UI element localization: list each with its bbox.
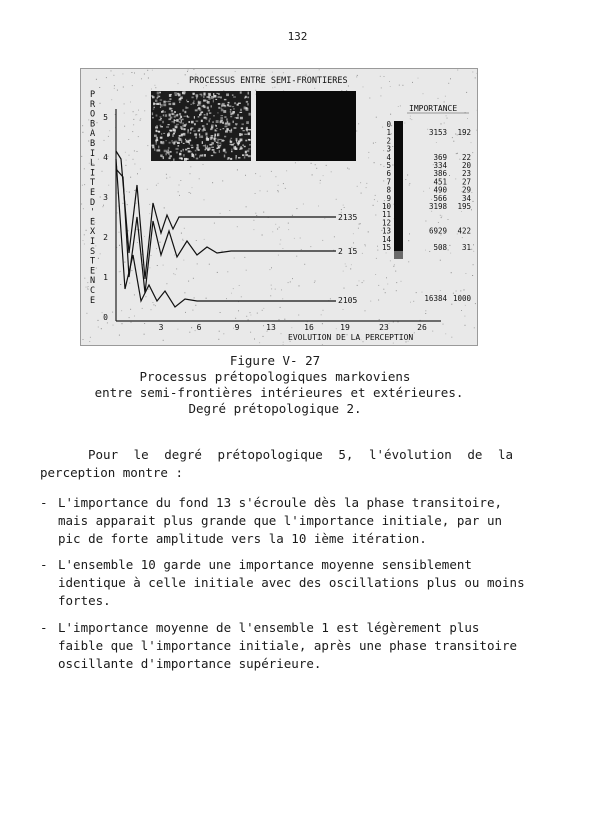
importance-index: 11 (381, 210, 391, 220)
x-tick-label: 19 (340, 323, 350, 332)
y-title-letter: E (90, 188, 96, 198)
bullet-1-line-2: mais apparait plus grande que l'importance initiale, par un (58, 513, 503, 528)
importance-ratio: 29 (461, 185, 471, 195)
x-tick-label: 6 (196, 323, 202, 332)
importance-index: 7 (386, 177, 391, 187)
y-ticks (103, 113, 108, 322)
importance-index: 13 (381, 226, 391, 236)
y-title-letter: E (90, 266, 96, 277)
x-tick-label: 16 (304, 323, 314, 332)
y-title-letter: ' (90, 207, 96, 218)
x-tick-label: 9 (234, 323, 240, 332)
bullet-1-line-3: pic de forte amplitude vers la 10 ième itération. (58, 531, 427, 546)
importance-value: 6929 (428, 226, 447, 236)
importance-value: 3198 (428, 202, 447, 211)
bullet-dash: - (40, 557, 48, 572)
importance-title: IMPORTANCE (409, 104, 458, 113)
importance-value: 508 (433, 243, 447, 252)
bullet-3-line-3: oscillante d'importance supérieure. (58, 656, 322, 671)
y-tick-label: 0 (103, 313, 108, 322)
y-tick-label: 3 (103, 193, 108, 202)
importance-value: 3153 (428, 128, 447, 138)
x-tick-label: 26 (417, 323, 427, 332)
importance-value: 566 (433, 193, 447, 203)
importance-ratio: 422 (457, 226, 471, 236)
bullet-3-line-1: L'importance moyenne de l'ensemble 1 est légèrement plus (58, 620, 480, 635)
y-title-letter: T (90, 256, 96, 267)
y-tick-label: 4 (103, 153, 108, 162)
importance-value: 16384 (424, 294, 447, 303)
bullet-2-line-1: L'ensemble 10 garde une importance moyenne sensiblement (58, 557, 472, 572)
importance-value: 386 (433, 169, 447, 179)
importance-ratio: 34 (461, 193, 471, 203)
y-title-letter: I (90, 168, 96, 179)
y-title-letter: R (90, 99, 96, 110)
bullet-dash: - (40, 620, 48, 635)
curve-label-top: 2135 (338, 213, 358, 222)
y-title-letter: I (90, 237, 96, 247)
x-ticks (159, 323, 427, 332)
importance-value: 369 (433, 152, 447, 162)
caption-line-1: Figure V- 27 (229, 353, 321, 368)
curve-label-bottom: 2105 (338, 296, 358, 305)
importance-ratio: 20 (461, 161, 471, 170)
x-tick-label: 13 (266, 323, 276, 332)
figure-chart (80, 68, 478, 346)
x-axis-title: EVOLUTION DE LA PERCEPTION (288, 333, 414, 342)
y-title-letter: P (90, 90, 96, 100)
y-axis-title (90, 90, 96, 306)
importance-bar-light (394, 251, 403, 259)
intro-line-1: Pour le degré prétopologique 5, l'évolution de la (88, 447, 513, 462)
curve-middle (116, 169, 336, 293)
importance-index: 5 (386, 161, 391, 170)
importance-index: 4 (386, 152, 391, 162)
y-title-letter: N (90, 276, 96, 287)
y-tick-label: 2 (103, 233, 108, 242)
y-title-letter: C (90, 286, 96, 296)
importance-value: 334 (433, 161, 447, 170)
bullet-3-line-2: faible que l'importance initiale, après une phase transitoire (58, 638, 518, 653)
x-tick-label: 3 (158, 323, 164, 332)
y-title-letter: A (90, 129, 96, 140)
y-title-letter: B (90, 119, 96, 130)
bullet-2-line-3: fortes. (58, 593, 111, 608)
importance-ratio: 22 (461, 152, 471, 162)
page-number: 132 (287, 30, 308, 43)
curve-label-middle: 2 15 (338, 247, 358, 256)
caption-line-4: Degré prétopologique 2. (188, 401, 362, 416)
importance-value: 490 (433, 185, 447, 195)
importance-ratio: 31 (461, 243, 471, 252)
importance-index: 8 (386, 185, 391, 195)
y-title-letter: I (90, 148, 96, 159)
importance-index: 10 (381, 202, 391, 211)
y-title-letter: E (90, 295, 96, 306)
importance-index: 0 (386, 120, 391, 129)
intro-line-2: perception montre : (40, 465, 183, 480)
importance-index: 12 (381, 218, 391, 228)
importance-bar (394, 121, 403, 251)
y-title-letter: E (90, 217, 96, 228)
y-tick-label: 1 (103, 273, 108, 282)
y-title-letter: T (90, 178, 96, 189)
y-title-letter: D (90, 197, 96, 208)
importance-index: 3 (386, 144, 391, 154)
importance-index: 9 (386, 193, 391, 203)
y-title-letter: S (90, 246, 96, 257)
importance-value: 451 (433, 177, 447, 187)
y-title-letter: X (90, 227, 96, 238)
importance-ratio: 192 (457, 128, 471, 138)
y-title-letter: B (90, 139, 96, 149)
caption-line-3: entre semi-frontières intérieures et extérieures. (94, 385, 464, 400)
importance-index: 2 (386, 136, 391, 146)
importance-ratio: 27 (461, 177, 471, 187)
figure-svg (81, 69, 477, 345)
importance-ratio: 23 (461, 169, 471, 179)
bullet-2-line-2: identique à celle initiale avec des oscillations plus ou moins (58, 575, 525, 590)
importance-index: 15 (381, 243, 391, 252)
importance-index: 6 (386, 169, 391, 179)
figure-header: PROCESSUS ENTRE SEMI-FRONTIERES (189, 76, 348, 86)
bullet-1-line-1: L'importance du fond 13 s'écroule dès la phase transitoire, (58, 495, 503, 510)
importance-ratio: 195 (457, 202, 471, 211)
importance-index: 1 (386, 128, 391, 138)
y-title-letter: O (90, 109, 96, 120)
curve-bottom (116, 159, 336, 307)
importance-index: 14 (381, 234, 391, 244)
caption-line-2: Processus prétopologiques markoviens (139, 369, 411, 384)
y-tick-label: 5 (103, 113, 108, 122)
black-image (256, 91, 356, 161)
x-tick-label: 23 (379, 323, 389, 332)
importance-ratio: 1000 (452, 294, 471, 303)
bullet-dash: - (40, 495, 48, 510)
y-title-letter: L (90, 158, 96, 169)
